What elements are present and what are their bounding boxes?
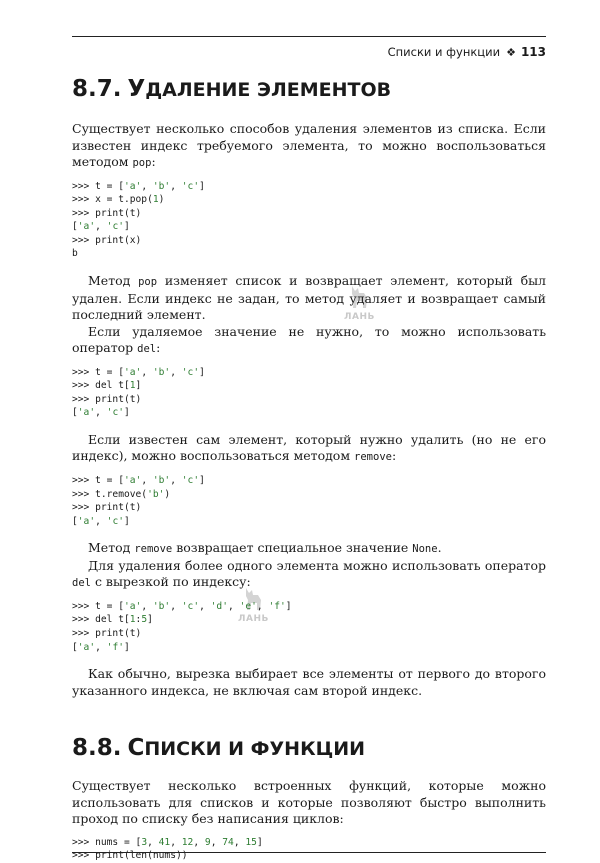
inline-code: remove [134, 543, 173, 556]
page-number: 113 [520, 45, 546, 59]
inline-code: del [72, 577, 91, 590]
code-line: >>> print(t) [72, 207, 142, 219]
inline-code: pop [138, 276, 158, 289]
inline-code: None [412, 543, 438, 556]
code-line: >>> t.remove('b') [72, 488, 171, 500]
title-rest: ДАЛЕНИЕ ЭЛЕМЕНТОВ [145, 79, 392, 101]
watermark-text: ЛАНЬ [238, 614, 269, 624]
inline-code: remove [354, 451, 392, 464]
text: Существует несколько встроенных функций, которые можно использовать для списков и которые позволяют быстро выполнить проход по списку без написания циклов: [72, 778, 546, 827]
paragraph [72, 558, 546, 592]
footer-rule [72, 852, 546, 853]
section-number: 8.8. [72, 735, 122, 762]
code-line: ['a', 'c'] [72, 407, 130, 419]
running-header [72, 36, 546, 65]
text: возвращает специальное значение [172, 540, 413, 556]
paragraph [72, 540, 546, 558]
paragraph [72, 121, 546, 172]
paragraph [72, 324, 546, 358]
text: : [156, 340, 161, 356]
code-line: >>> t = ['a', 'b', 'c'] [72, 474, 205, 486]
watermark-text: ЛАНЬ [344, 312, 375, 322]
text: с вырезкой по индексу: [90, 574, 251, 590]
section-number: 8.7. [72, 76, 122, 102]
paragraph [72, 432, 546, 466]
code-block [72, 180, 546, 262]
text: Метод [88, 273, 139, 289]
text: : [391, 448, 397, 464]
code-line: >>> print(x) [72, 234, 142, 246]
inline-code: del [137, 343, 157, 356]
code-line: >>> del t[1:5] [72, 614, 153, 626]
text: Для удаления более одного элемента можно использовать оператор [88, 557, 546, 573]
code-line: >>> x = t.pop(1) [72, 194, 165, 206]
paragraph [72, 666, 546, 699]
text: Метод [88, 540, 135, 556]
text: Существует несколько способов удаления элементов из списка. Если известен индекс требуемого элемента, то можно воспользоваться методом [72, 121, 546, 169]
title-rest: ПИСКИ И ФУНКЦИИ [144, 738, 366, 761]
code-block [72, 836, 546, 863]
code-line: >>> t = ['a', 'b', 'c'] [72, 366, 205, 378]
paragraph [72, 273, 546, 324]
code-line: ['a', 'c'] [72, 221, 130, 233]
diamond-icon: ❖ [506, 46, 516, 59]
section-heading-8-8 [72, 733, 546, 764]
text: : [151, 154, 156, 169]
code-line: >>> print(t) [72, 628, 142, 639]
code-block [72, 474, 546, 528]
text: изменяет список и возвращает элемент, который был удален. Если индекс не задан, то метод удаляет и возвращает самый последний элемент. [72, 273, 546, 323]
inline-code: pop [132, 157, 152, 169]
code-block [72, 600, 546, 654]
text: Как обычно, вырезка выбирает все элементы от первого до второго указанного индекса, не включая сам второй индекс. [72, 666, 546, 698]
code-line: >>> print(t) [72, 502, 142, 514]
text: . [437, 540, 442, 556]
paragraph [72, 778, 546, 828]
code-line: >>> t = ['a', 'b', 'c', 'd', 'e', 'f'] [72, 600, 292, 612]
title-cap: С [127, 735, 145, 762]
page-content [72, 70, 546, 863]
code-line: >>> print(len(nums)) [72, 850, 188, 862]
header-right [388, 45, 546, 59]
code-line: >>> nums = [3, 41, 12, 9, 74, 15] [72, 836, 263, 848]
text: Если известен сам элемент, который нужно удалить (но не его индекс), можно воспользоваться методом [72, 431, 546, 464]
code-line: >>> del t[1] [72, 380, 142, 392]
text: Если удаляемое значение не нужно, то можно использовать оператор [72, 323, 546, 356]
header-section-title: Списки и функции [387, 45, 501, 59]
code-line: >>> print(t) [72, 393, 142, 405]
code-line: b [72, 248, 78, 260]
code-line: >>> t = ['a', 'b', 'c'] [72, 180, 205, 192]
code-line: ['a', 'f'] [72, 641, 130, 653]
section-heading-8-7 [72, 74, 546, 105]
title-cap: У [127, 76, 146, 102]
code-line: ['a', 'c'] [72, 515, 130, 527]
code-block [72, 366, 546, 420]
